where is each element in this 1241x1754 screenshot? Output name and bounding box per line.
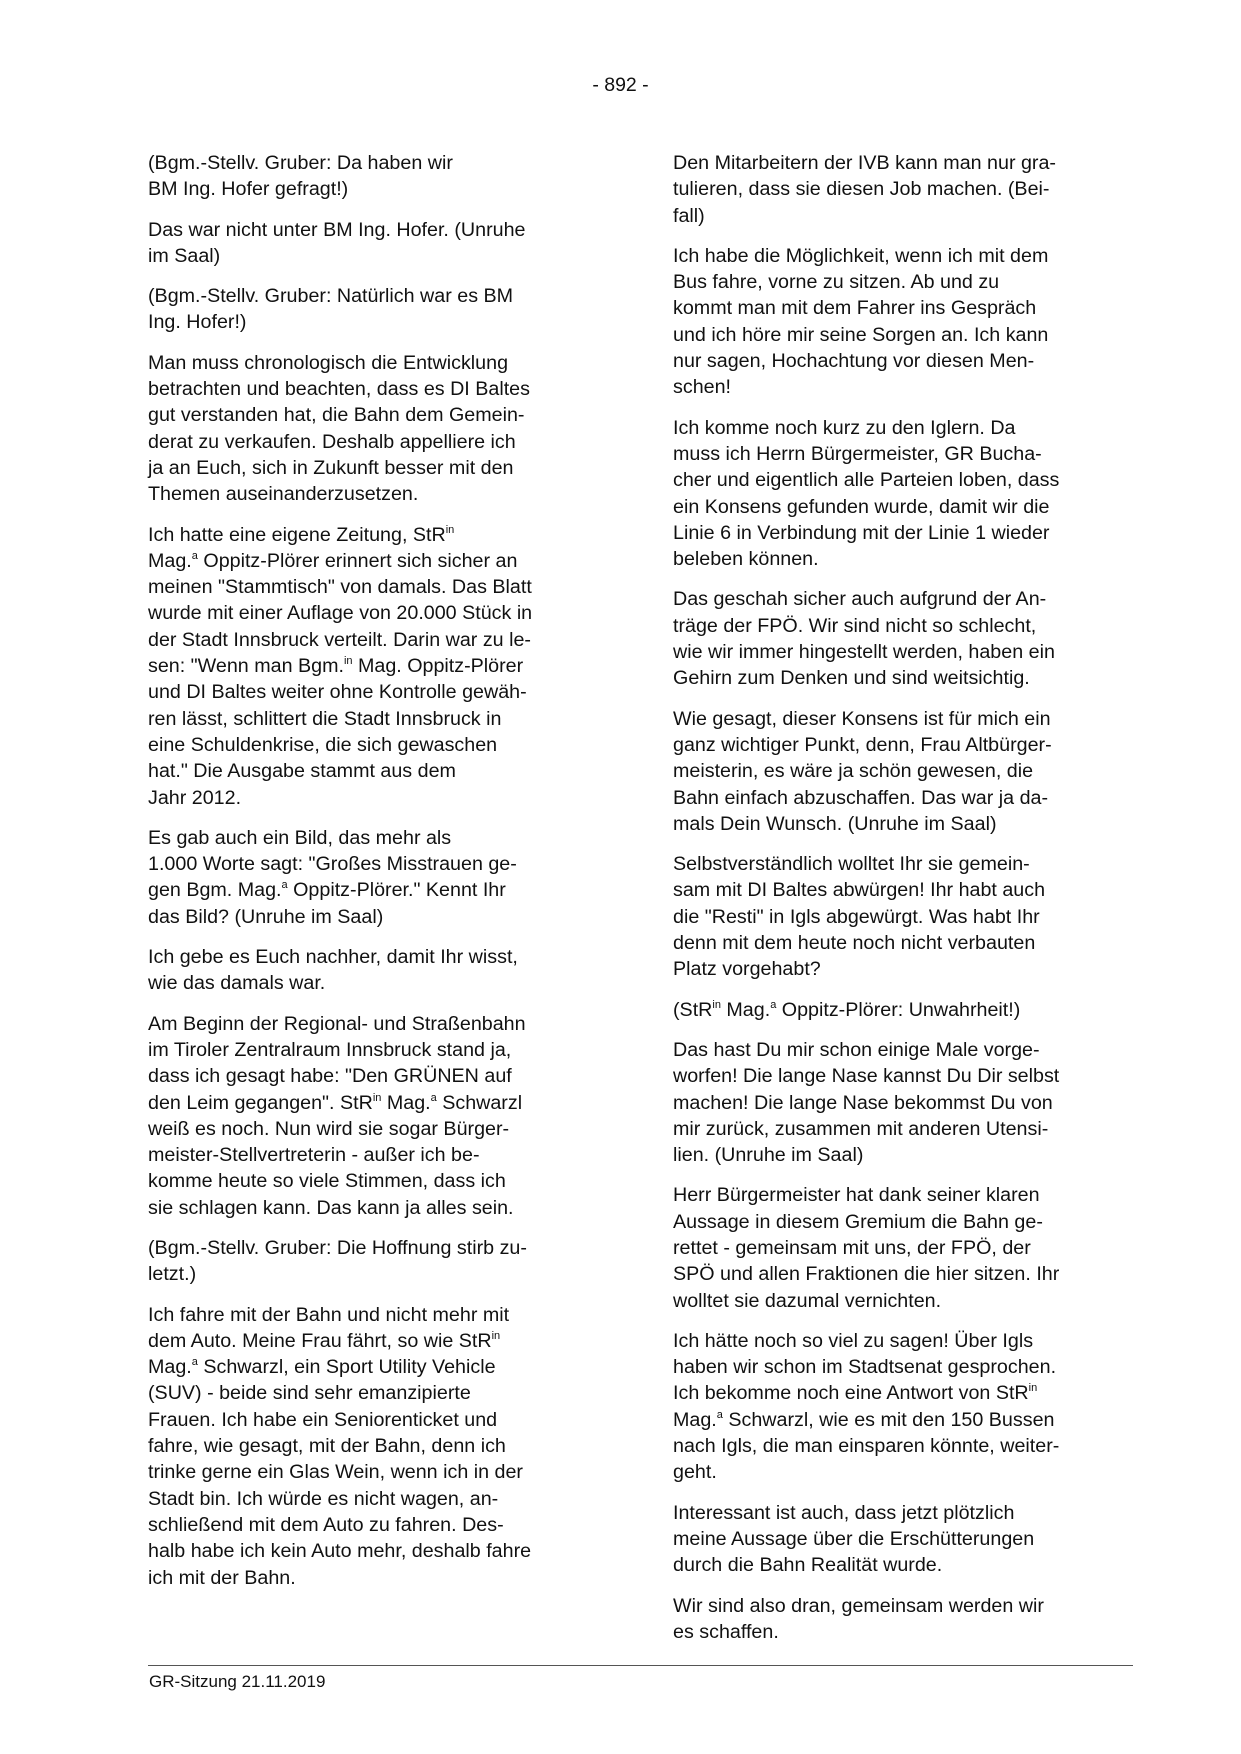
text-run: Mag. — [148, 1356, 192, 1379]
superscript: a — [716, 1408, 723, 1421]
paragraph: (Bgm.-Stellv. Gruber: Die Hoffnung stirb zu- letzt.) — [148, 1236, 527, 1286]
page-number: - 892 - — [592, 74, 649, 96]
paragraph: Das hast Du mir schon einige Male vorge- worfen! Die lange Nase kannst Du Dir selbst machen! Die lange Nase bekommst Du von mir zurück, zusammen mit anderen Utensi- lien. (Unruhe im Saal) — [673, 1038, 1060, 1167]
paragraph: Ich gebe es Euch nachher, damit Ihr wisst, wie das damals war. — [148, 946, 518, 995]
paragraph — [673, 997, 1125, 1023]
superscript: a — [770, 998, 777, 1011]
superscript: a — [191, 1356, 198, 1369]
text-run: Mag. — [673, 1408, 717, 1431]
text-run: Es gab auch ein Bild, das mehr als 1.000 Worte sagt: "Großes Misstrauen ge- gen Bgm. Mag. — [148, 826, 517, 902]
text-run: Ich fahre mit der Bahn und nicht mehr mit dem Auto. Meine Frau fährt, so wie StR — [148, 1303, 510, 1352]
paragraph: Den Mitarbeitern der IVB kann man nur gra- tulieren, dass sie diesen Job machen. (Bei- fall) — [673, 152, 1056, 227]
superscript: a — [191, 549, 198, 562]
paragraph — [673, 1328, 1125, 1486]
text-run: Mag. — [720, 998, 771, 1021]
paragraph: Wie gesagt, dieser Konsens ist für mich ein ganz wichtiger Punkt, denn, Frau Altbürger- meisterin, es wäre ja schön gewesen, die Bahn einfach abzuschaffen. Das war ja da- mals Dein Wunsch. (Unruhe im Saal) — [673, 707, 1052, 835]
paragraph: Das geschah sicher auch aufgrund der An- träge der FPÖ. Wir sind nicht so schlecht, wie wir immer hingestellt werden, haben ein Gehirn zum Denken und sind weitsichtig. — [673, 588, 1055, 690]
text-run: Ich hatte eine eigene Zeitung, StR — [148, 523, 446, 546]
text-run: Oppitz-Plörer." Kennt Ihr das Bild? (Unruhe im Saal) — [148, 879, 506, 928]
paragraph — [148, 825, 600, 930]
text-run: Schwarzl, wie es mit den 150 Bussen nach Igls, die man einsparen könnte, weiter- geht. — [673, 1408, 1060, 1484]
paragraph: Das war nicht unter BM Ing. Hofer. (Unruhe im Saal) — [148, 218, 526, 267]
paragraph — [148, 522, 600, 811]
paragraph — [148, 1011, 600, 1221]
text-run: Oppitz-Plörer: Unwahrheit!) — [776, 998, 1021, 1021]
paragraph: (Bgm.-Stellv. Gruber: Da haben wir BM Ing. Hofer gefragt!) — [148, 152, 453, 201]
superscript: in — [343, 655, 353, 668]
paragraph: Wir sind also dran, gemeinsam werden wir es schaffen. — [673, 1594, 1044, 1643]
superscript: in — [712, 998, 721, 1011]
text-run: Oppitz-Plörer erinnert sich sicher an meinen "Stammtisch" von damals. Das Blatt wurde mit einer Auflage von 20.000 Stück in der Stadt Innsbruck verteilt. Darin war zu le- sen: "Wenn man Bgm. — [148, 549, 533, 678]
text-run: Ich hätte noch so viel zu sagen! Über Igls haben wir schon im Stadtsenat gesprochen. Ich bekomme noch eine Antwort von StR — [673, 1329, 1057, 1405]
superscript: in — [491, 1329, 501, 1342]
text-run: Mag. — [381, 1091, 431, 1114]
text-run: Mag. Oppitz-Plörer und DI Baltes weiter ohne Kontrolle gewäh- ren lässt, schlittert die Stadt Innsbruck in eine Schuldenkrise, die sich gewaschen hat." Die Ausgabe stammt aus dem Jahr 2012. — [148, 655, 527, 809]
text-run: Mag. — [148, 549, 192, 572]
superscript: in — [372, 1091, 382, 1104]
superscript: a — [281, 879, 288, 892]
text-run: Am Beginn der Regional- und Straßenbahn im Tiroler Zentralraum Innsbruck stand ja, dass ich gesagt habe: "Den GRÜNEN auf den Leim gegangen". StR — [148, 1012, 526, 1114]
superscript: in — [1028, 1382, 1038, 1395]
text-run: Schwarzl, ein Sport Utility Vehicle (SUV) - beide sind sehr emanzipierte Frauen. Ich habe ein Seniorenticket und fahre, wie gesagt, mit der Bahn, denn ich trinke gerne ein Glas Wein, wenn ich in der Stadt bin. Ich würde es nicht wagen, an- schließend mit dem Auto zu fahren. Des- halb habe ich kein Auto mehr, deshalb fahre ich mit der Bahn. — [148, 1356, 532, 1589]
text-run: Schwarzl weiß es noch. Nun wird sie sogar Bürger- meister-Stellvertreterin - außer ich be- komme heute so viele Stimmen, dass ich sie schlagen kann. Das kann ja alles sein. — [148, 1091, 523, 1219]
paragraph: Man muss chronologisch die Entwicklung betrachten und beachten, dass es DI Baltes gut verstanden hat, die Bahn dem Gemein- derat zu verkaufen. Deshalb appelliere ich ja an Euch, sich in Zukunft besser mit den Themen auseinanderzusetzen. — [148, 351, 530, 506]
right-column — [673, 150, 1125, 1659]
paragraph: Interessant ist auch, dass jetzt plötzlich meine Aussage über die Erschütterungen durch die Bahn Realität wurde. — [673, 1501, 1035, 1577]
paragraph: Ich komme noch kurz zu den Iglern. Da muss ich Herrn Bürgermeister, GR Bucha- cher und eigentlich alle Parteien loben, dass ein Konsens gefunden wurde, damit wir die Linie 6 in Verbindung mit der Linie 1 wieder beleben können. — [673, 416, 1060, 571]
paragraph: (Bgm.-Stellv. Gruber: Natürlich war es BM Ing. Hofer!) — [148, 285, 514, 334]
left-column — [148, 150, 600, 1605]
paragraph: Herr Bürgermeister hat dank seiner klaren Aussage in diesem Gremium die Bahn ge- rettet - gemeinsam mit uns, der FPÖ, der SPÖ und allen Fraktionen die hier sitzen. Ihr wolltet sie dazumal vernichten. — [673, 1184, 1060, 1312]
paragraph — [148, 1302, 600, 1591]
superscript: a — [430, 1091, 437, 1104]
text-run: (StR — [673, 998, 713, 1021]
paragraph: Ich habe die Möglichkeit, wenn ich mit dem Bus fahre, vorne zu sitzen. Ab und zu kommt man mit dem Fahrer ins Gespräch und ich höre mir seine Sorgen an. Ich kann nur sagen, Hochachtung vor diesen Men- schen! — [673, 244, 1049, 399]
paragraph: Selbstverständlich wolltet Ihr sie gemein- sam mit DI Baltes abwürgen! Ihr habt auch die "Resti" in Igls abgewürgt. Was habt Ihr denn mit dem heute noch nicht verbauten Platz vorgehabt? — [673, 853, 1046, 981]
superscript: in — [445, 523, 455, 536]
footer-label: GR-Sitzung 21.11.2019 — [149, 1672, 326, 1691]
footer-divider — [148, 1665, 1133, 1666]
